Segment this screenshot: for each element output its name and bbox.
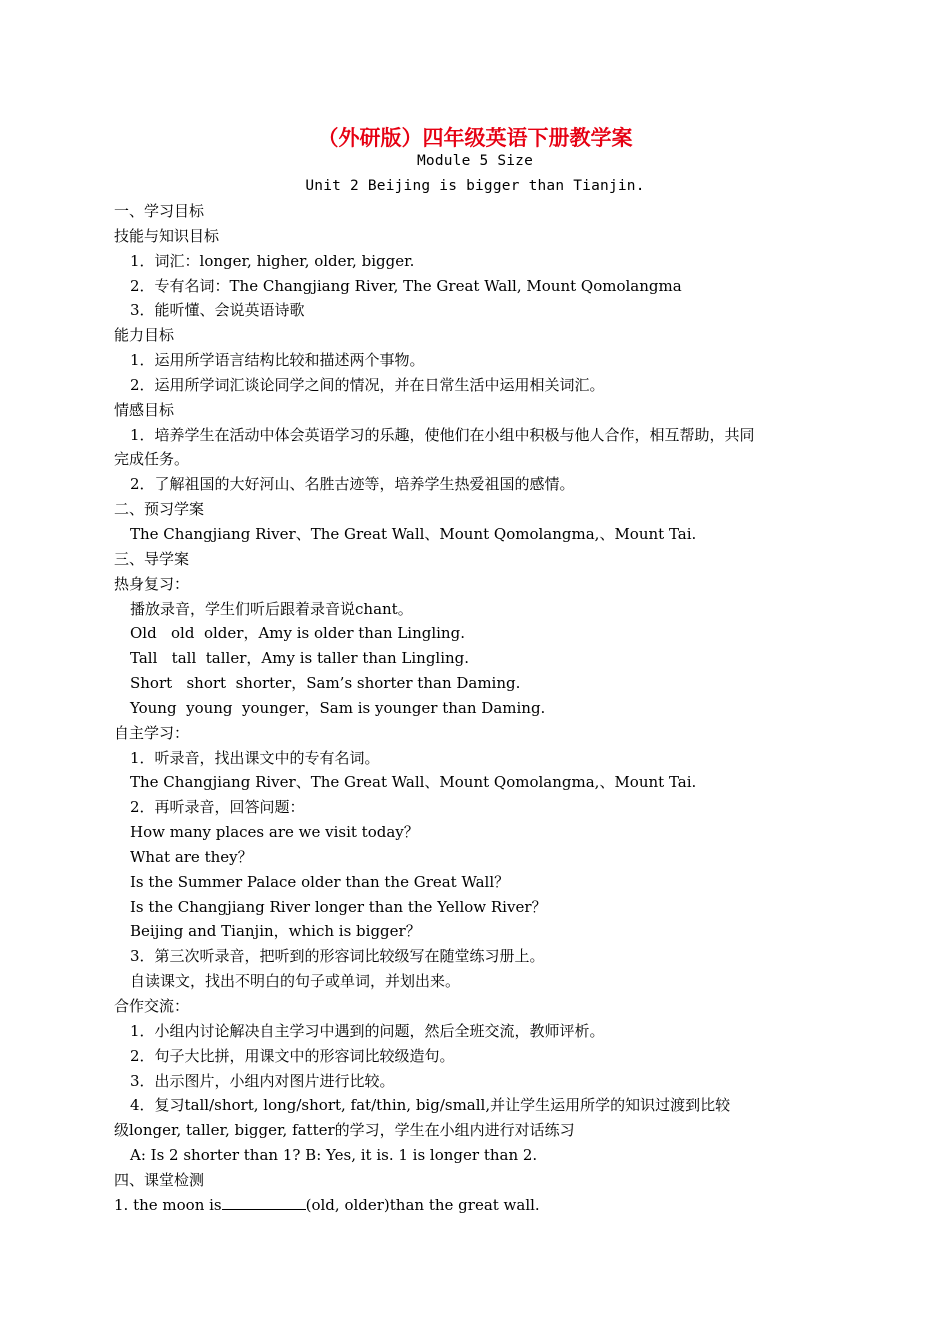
text-line: 一、学习目标 <box>114 202 205 220</box>
text-line: 三、导学案 <box>114 549 190 568</box>
lesson-body <box>114 199 844 1218</box>
text-line: Tall tall taller，Amy is taller than Lingling. <box>130 649 470 668</box>
text-line: How many places are we visit today？ <box>130 823 419 842</box>
text-line: 情感目标 <box>114 400 175 419</box>
unit-heading: Unit 2 Beijing is bigger than Tianjin. <box>305 178 645 194</box>
text-line: 能力目标 <box>114 326 175 345</box>
text-line: 3．第三次听录音，把听到的形容词比较级写在随堂练习册上。 <box>130 947 545 966</box>
text-line: Young young younger，Sam is younger than Daming. <box>130 698 546 717</box>
text-line: Is the Summer Palace older than the Great Wall？ <box>130 872 510 891</box>
document-title: （外研版）四年级英语下册教学案 <box>317 126 633 150</box>
text-line: Old old older，Amy is older than Lingling. <box>130 624 465 643</box>
text-line: 1．运用所学语言结构比较和描述两个事物。 <box>130 351 425 370</box>
exercise-text-before: 1. the moon is <box>114 1195 222 1214</box>
text-line: 级longer, taller, bigger, fatter的学习，学生在小组内进行对话练习 <box>114 1121 575 1140</box>
text-line: 自读课文，找出不明白的句子或单词，并划出来。 <box>130 972 461 991</box>
text-line: 二、预习学案 <box>114 500 205 519</box>
exercise-text-after: (old, older)than the great wall. <box>305 1195 540 1214</box>
text-line: 2．专有名词：The Changjiang River, The Great Wall, Mount Qomolangma <box>130 276 682 295</box>
module-heading: Module 5 Size <box>416 153 534 169</box>
text-line: 播放录音，学生们听后跟着录音说chant。 <box>130 599 413 618</box>
text-line: 完成任务。 <box>114 450 190 469</box>
text-line: 1．听录音，找出课文中的专有名词。 <box>130 748 380 767</box>
text-line: 2．再听录音，回答问题： <box>130 798 305 817</box>
text-line: The Changjiang River、The Great Wall、Mount Qomolangma,、Mount Tai. <box>130 773 697 792</box>
text-line: A: Is 2 shorter than 1? B: Yes, it is. 1 is longer than 2. <box>130 1146 538 1165</box>
text-line: 合作交流： <box>114 997 190 1015</box>
text-line: 技能与知识目标 <box>114 226 220 245</box>
text-line: 2．了解祖国的大好河山、名胜古迹等，培养学生热爱祖国的感情。 <box>130 475 575 494</box>
text-line: 四、课堂检测 <box>114 1170 205 1189</box>
text-line: 自主学习： <box>114 723 190 742</box>
text-line: What are they？ <box>130 847 253 866</box>
answer-blank[interactable] <box>222 1195 306 1210</box>
text-line: Beijing and Tianjin，which is bigger？ <box>130 922 421 941</box>
text-line: 3．出示图片，小组内对图片进行比较。 <box>130 1071 395 1090</box>
text-line: The Changjiang River、The Great Wall、Mount Qomolangma,、Mount Tai. <box>130 524 697 543</box>
text-line: Is the Changjiang River longer than the Yellow River？ <box>130 897 547 916</box>
text-line: 热身复习： <box>114 574 190 593</box>
text-line: Short short shorter，Sam’s shorter than Daming. <box>130 674 521 693</box>
text-line: 1．培养学生在活动中体会英语学习的乐趣，使他们在小组中积极与他人合作，相互帮助，共同 <box>130 425 755 444</box>
text-line: 4．复习tall/short, long/short, fat/thin, big/small,并让学生运用所学的知识过渡到比较 <box>130 1096 731 1115</box>
exercise-item <box>114 1193 844 1218</box>
text-line: 3．能听懂、会说英语诗歌 <box>130 301 305 320</box>
text-line: 2．运用所学词汇谈论同学之间的情况，并在日常生活中运用相关词汇。 <box>130 375 605 394</box>
text-line: 1．小组内讨论解决自主学习中遇到的问题，然后全班交流，教师评析。 <box>130 1021 605 1040</box>
text-line: 1．词汇：longer, higher, older, bigger. <box>130 251 415 270</box>
text-line: 2．句子大比拼，用课文中的形容词比较级造句。 <box>130 1046 455 1065</box>
